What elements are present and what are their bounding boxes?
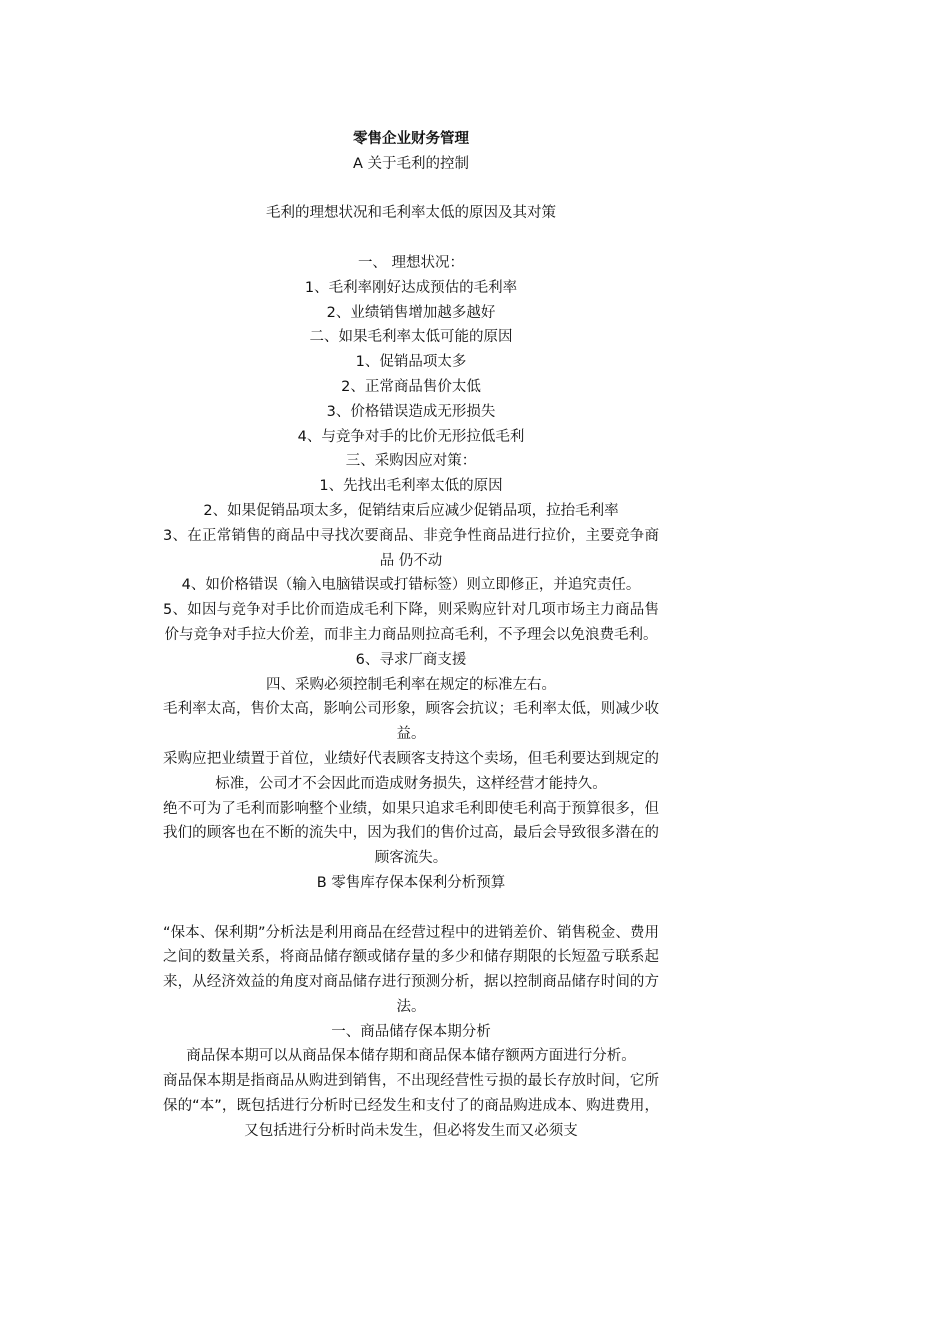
section-b-paragraph: 商品保本期是指商品从购进到销售，不出现经营性亏损的最长存放时间，它所保的“本”，既包括进行分析时已经发生和支付了的商品购进成本、购进费用，又包括进行分析时尚未发生，但必将发生而又必须支 — [163, 1073, 659, 1139]
section-b-intro: “保本、保利期”分析法是利用商品在经营过程中的进销差价、销售税金、费用之间的数量关系，将商品储存额或储存量的多少和储存期限的长短盈亏联系起来，从经济效益的角度对商品储存进行预测分析，据以控制商品储存时间的方法。 — [163, 924, 659, 1015]
blank-line — [163, 226, 659, 251]
part1-item: 2、业绩销售增加越多越好 — [326, 304, 496, 321]
section-a-heading: A 关于毛利的控制 — [352, 155, 470, 172]
part2-item: 2、正常商品售价太低 — [341, 378, 481, 395]
part3-item: 1、先找出毛利率太低的原因 — [319, 478, 503, 495]
part4-paragraph: 采购应把业绩置于首位，业绩好代表顾客支持这个卖场，但毛利要达到规定的标准，公司才不会因此而造成财务损失，这样经营才能持久。 — [163, 750, 659, 792]
blank-line — [163, 177, 659, 202]
part1-heading: 一、 理想状况： — [357, 254, 465, 271]
part2-item: 4、与竞争对手的比价无形拉低毛利 — [297, 428, 525, 445]
section-b-heading: B 零售库存保本保利分析预算 — [316, 874, 506, 891]
section-b-paragraph: 商品保本期可以从商品保本储存期和商品保本储存额两方面进行分析。 — [186, 1048, 636, 1065]
part4-paragraph: 绝不可为了毛利而影响整个业绩，如果只追求毛利即使毛利高于预算很多，但我们的顾客也在不断的流失中，因为我们的售价过高，最后会导致很多潜在的顾客流失。 — [163, 800, 659, 867]
part4-heading: 四、采购必须控制毛利率在规定的标准左右。 — [266, 676, 556, 693]
part2-item: 1、促销品项太多 — [355, 354, 467, 371]
part3-item: 5、如因与竞争对手比价而造成毛利下降，则采购应针对几项市场主力商品售价与竞争对手拉大价差，而非主力商品则拉高毛利，不予理会以免浪费毛利。 — [163, 602, 659, 643]
document-page — [163, 127, 659, 1144]
part3-item: 2、如果促销品项太多，促销结束后应减少促销品项，拉抬毛利率 — [203, 502, 619, 519]
document-title: 零售企业财务管理 — [353, 131, 469, 147]
part3-item: 3、在正常销售的商品中寻找次要商品、非竞争性商品进行拉价，主要竞争商品 仍不动 — [163, 527, 659, 569]
part3-heading: 三、采购因应对策： — [345, 453, 477, 470]
part3-item: 6、寻求厂商支援 — [355, 651, 467, 668]
part2-heading: 二、如果毛利率太低可能的原因 — [309, 329, 513, 346]
part3-item: 4、如价格错误（输入电脑错误或打错标签）则立即修正，并追究责任。 — [181, 577, 641, 594]
part4-paragraph: 毛利率太高，售价太高，影响公司形象，顾客会抗议；毛利率太低，则减少收益。 — [163, 701, 659, 743]
section-b-part1-heading: 一、商品储存保本期分析 — [331, 1023, 491, 1040]
part2-item: 3、价格错误造成无形损失 — [326, 403, 496, 420]
blank-line — [163, 896, 659, 921]
section-a-subtitle: 毛利的理想状况和毛利率太低的原因及其对策 — [266, 205, 556, 222]
part1-item: 1、毛利率刚好达成预估的毛利率 — [304, 279, 518, 296]
